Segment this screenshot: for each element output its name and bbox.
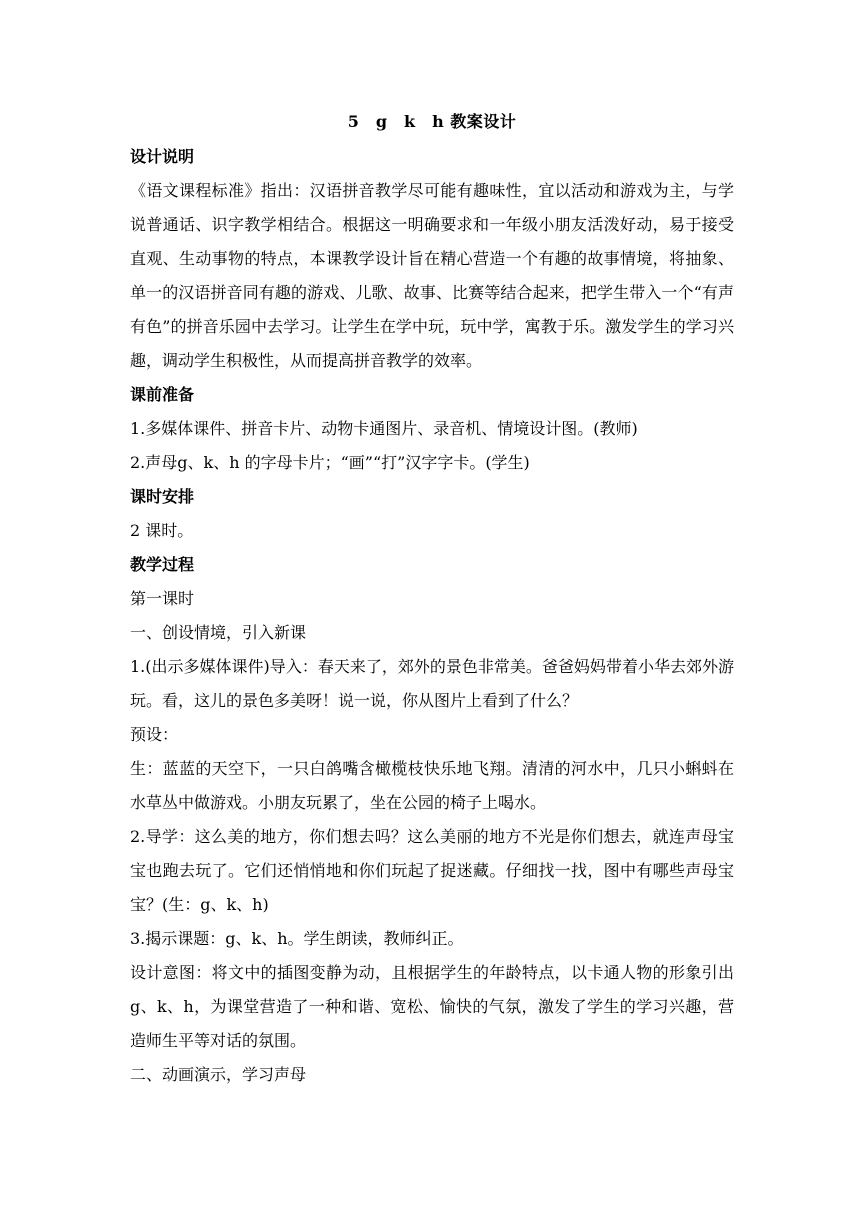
paragraph-schedule: 2 课时。 <box>130 521 194 540</box>
paragraph-step-one-intro: 1.(出示多媒体课件)导入：春天来了，郊外的景色非常美。爸爸妈妈带着小华去郊外游玩。看，这儿的景色多美呀！说一说，你从图片上看到了什么？ <box>130 657 734 710</box>
paragraph-student-answer: 生：蓝蓝的天空下，一只白鸽嘴含橄榄枝快乐地飞翔。清清的河水中，几只小蝌蚪在水草丛中做游戏。小朋友玩累了，坐在公园的椅子上喝水。 <box>130 759 734 812</box>
paragraph-reveal-topic: 3.揭示课题：g、k、h。学生朗读，教师纠正。 <box>130 929 464 948</box>
paragraph-step-one-title: 一、创设情境，引入新课 <box>130 623 307 642</box>
paragraph-preset: 预设： <box>130 725 179 744</box>
paragraph-guided-learning: 2.导学：这么美的地方，你们想去吗？这么美丽的地方不光是你们想去，就连声母宝宝也跑去玩了。它们还悄悄地和你们玩起了捉迷藏。仔细找一找，图中有哪些声母宝宝？(生：g、k、h) <box>130 827 734 914</box>
paragraph-first-lesson: 第一课时 <box>130 589 195 608</box>
paragraph-prep-student: 2.声母g、k、h 的字母卡片；“画”“打”汉字字卡。(学生) <box>130 453 530 472</box>
document-title: 5 g k h 教案设计 <box>347 112 517 131</box>
paragraph-step-two-title: 二、动画演示，学习声母 <box>130 1065 307 1084</box>
section-heading-preparation: 课前准备 <box>130 385 195 404</box>
paragraph-prep-teacher: 1.多媒体课件、拼音卡片、动物卡通图片、录音机、情境设计图。(教师) <box>130 419 638 438</box>
section-heading-design-notes: 设计说明 <box>130 147 195 166</box>
document-body <box>130 108 734 1092</box>
section-heading-process: 教学过程 <box>130 555 195 574</box>
paragraph-design-notes: 《语文课程标准》指出：汉语拼音教学尽可能有趣味性，宜以活动和游戏为主，与学说普通话、识字教学相结合。根据这一明确要求和一年级小朋友活泼好动，易于接受直观、生动事物的特点，本课教学设计旨在精心营造一个有趣的故事情境，将抽象、单一的汉语拼音同有趣的游戏、儿歌、故事、比赛等结合起来，把学生带入一个“有声有色”的拼音乐园中去学习。让学生在学中玩，玩中学，寓教于乐。激发学生的学习兴趣，调动学生积极性，从而提高拼音教学的效率。 <box>130 181 734 370</box>
section-heading-schedule: 课时安排 <box>130 487 195 506</box>
paragraph-design-intent: 设计意图：将文中的插图变静为动，且根据学生的年龄特点，以卡通人物的形象引出g、k、h，为课堂营造了一种和谐、宽松、愉快的气氛，激发了学生的学习兴趣，营造师生平等对话的氛围。 <box>130 963 734 1050</box>
